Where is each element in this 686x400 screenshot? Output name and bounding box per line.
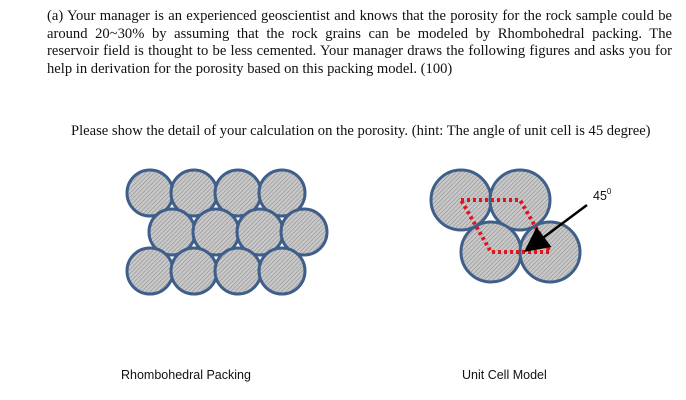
grain-circle bbox=[259, 248, 305, 294]
grain-circle bbox=[171, 248, 217, 294]
angle-label bbox=[593, 188, 611, 203]
unit-cell-figure bbox=[431, 170, 587, 282]
question-text: Your manager is an experienced geoscientist and knows that the porosity for the rock sample could be around 20~30% by assuming that the rock grains can be modeled by Rhombohedral packing. The reservoir field is thought to be less cemented. Your manager draws the following figures and asks you for help in derivation for the porosity based on this packing model. (100) bbox=[47, 8, 672, 77]
left-figure-caption: Rhombohedral Packing bbox=[121, 368, 251, 382]
right-figure-caption: Unit Cell Model bbox=[462, 368, 547, 382]
instruction-text: Please show the detail of your calculation on the porosity. (hint: The angle of unit cell is 45 degree) bbox=[71, 123, 651, 139]
rhombohedral-packing-figure bbox=[127, 170, 327, 294]
grain-circle bbox=[127, 248, 173, 294]
angle-unit: 0 bbox=[606, 187, 612, 196]
grain-circle bbox=[215, 248, 261, 294]
question-label: (a) bbox=[47, 8, 64, 24]
angle-value: 45 bbox=[593, 189, 607, 204]
